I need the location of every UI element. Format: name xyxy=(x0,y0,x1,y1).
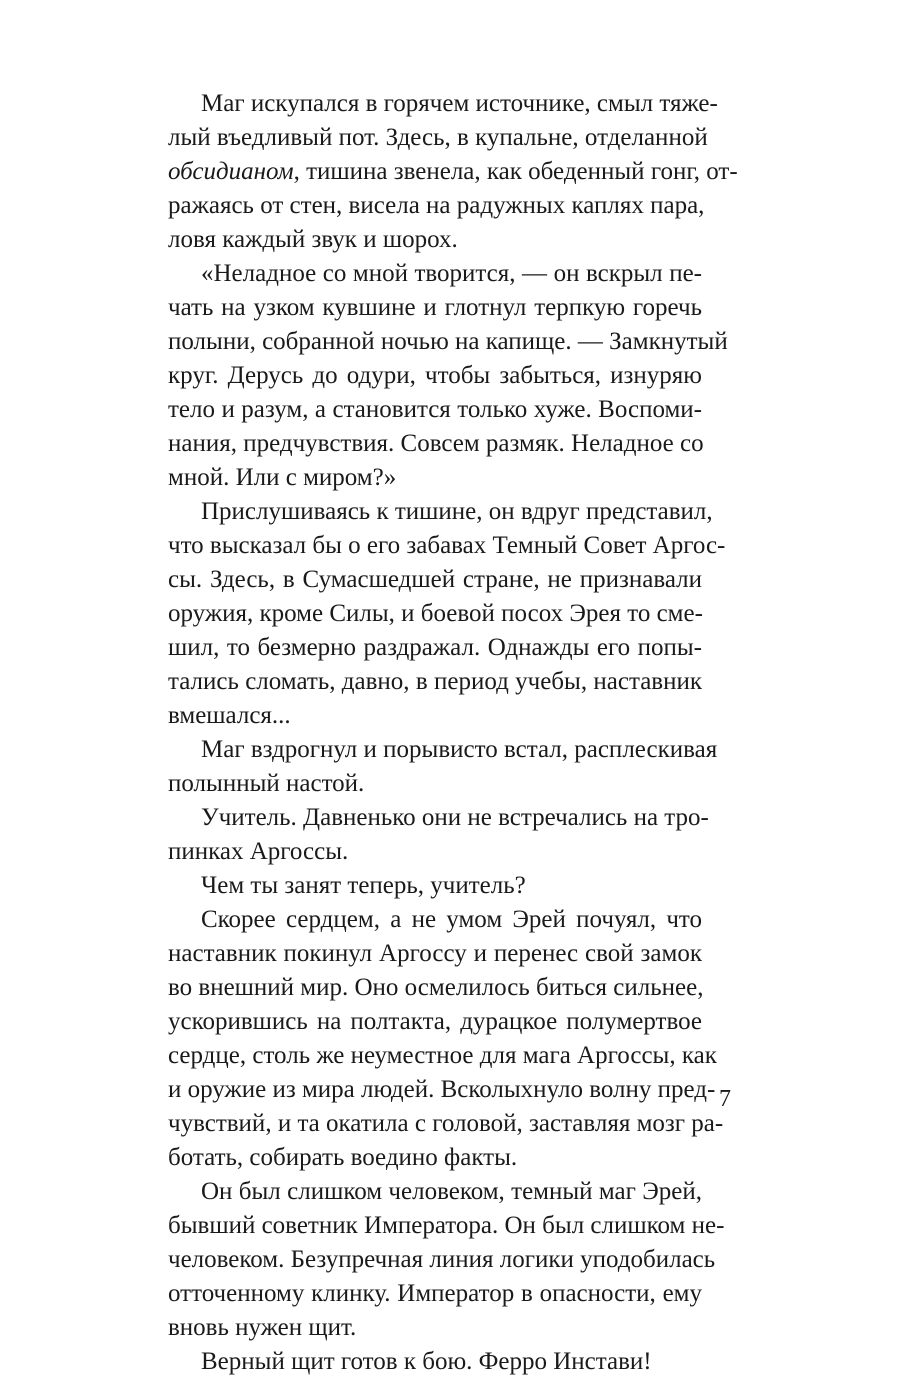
paragraph xyxy=(168,1175,725,1345)
text-line: что высказал бы о его забавах Темный Совет Аргос- xyxy=(168,532,726,559)
text-line: нания, предчувствия. Совсем размяк. Неладное со xyxy=(168,430,704,457)
text-line: мной. Или с миром?» xyxy=(168,464,397,491)
text-line: ускорившись на полтакта, дурацкое полумертвое xyxy=(168,1008,702,1035)
text-line: лый въедливый пот. Здесь, в купальне, отделанной xyxy=(168,124,708,151)
text-line: Учитель. Давненько они не встречались на тро- xyxy=(201,804,709,831)
text-line: бывший советник Императора. Он был слишком не- xyxy=(168,1212,725,1239)
text-line: и оружие из мира людей. Всколыхнуло волну пред- xyxy=(168,1076,716,1103)
line-rest: , тишина звенела, как обеденный гонг, от- xyxy=(293,158,738,185)
text-line: чать на узком кувшине и глотнул терпкую горечь xyxy=(168,294,702,321)
text-line: пинках Аргоссы. xyxy=(168,838,349,865)
text-line: сердце, столь же неуместное для мага Аргоссы, как xyxy=(168,1042,717,1069)
text-line: вмешался... xyxy=(168,702,291,729)
body-text xyxy=(168,87,738,1379)
paragraph xyxy=(168,1345,702,1379)
text-line: Маг вздрогнул и порывисто встал, расплескивая xyxy=(201,736,718,763)
paragraph xyxy=(168,257,728,495)
page-number: 7 xyxy=(719,1086,731,1112)
text-line: во внешний мир. Оно осмелилось биться сильнее, xyxy=(168,974,704,1001)
text-line xyxy=(168,155,738,189)
paragraph xyxy=(168,903,724,1175)
paragraph xyxy=(168,869,702,903)
text-line: шил, то безмерно раздражал. Однажды его попы- xyxy=(168,634,702,661)
text-line: Скорее сердцем, а не умом Эрей почуял, что xyxy=(201,906,702,933)
paragraph xyxy=(168,495,726,733)
text-line: человеком. Безупречная линия логики уподобилась xyxy=(168,1246,716,1273)
paragraph xyxy=(168,87,738,257)
text-line: круг. Дерусь до одури, чтобы забыться, изнуряю xyxy=(168,362,702,389)
text-line: сы. Здесь, в Сумасшедшей стране, не признавали xyxy=(168,566,702,593)
text-line: Чем ты занят теперь, учитель? xyxy=(201,872,526,899)
text-line: ловя каждый звук и шорох. xyxy=(168,226,458,253)
text-line: Верный щит готов к бою. Ферро Инстави! xyxy=(201,1348,652,1375)
paragraph xyxy=(168,801,709,869)
text-line: полыни, собранной ночью на капище. — Замкнутый xyxy=(168,328,728,355)
text-line: ражаясь от стен, висела на радужных каплях пара, xyxy=(168,192,705,219)
text-line: наставник покинул Аргоссу и перенес свой замок xyxy=(168,940,702,967)
text-line: оружия, кроме Силы, и боевой посох Эрея то сме- xyxy=(168,600,703,627)
text-line: тались сломать, давно, в период учебы, наставник xyxy=(168,668,702,695)
text-line: полынный настой. xyxy=(168,770,365,797)
text-line: вновь нужен щит. xyxy=(168,1314,357,1341)
paragraph xyxy=(168,733,718,801)
text-line: Прислушиваясь к тишине, он вдруг представил, xyxy=(201,498,713,525)
text-line: Маг искупался в горячем источнике, смыл тяже- xyxy=(201,90,718,117)
text-line: ботать, собирать воедино факты. xyxy=(168,1144,518,1171)
text-line: Он был слишком человеком, темный маг Эрей, xyxy=(201,1178,702,1205)
text-line: тело и разум, а становится только хуже. Воспоми- xyxy=(168,396,702,423)
text-line: чувствий, и та окатила с головой, заставляя мозг ра- xyxy=(168,1110,724,1137)
text-line: отточенному клинку. Император в опасности, ему xyxy=(168,1280,702,1307)
italic-term: обсидианом xyxy=(168,158,294,185)
text-line: «Неладное со мной творится, — он вскрыл пе- xyxy=(201,260,702,287)
